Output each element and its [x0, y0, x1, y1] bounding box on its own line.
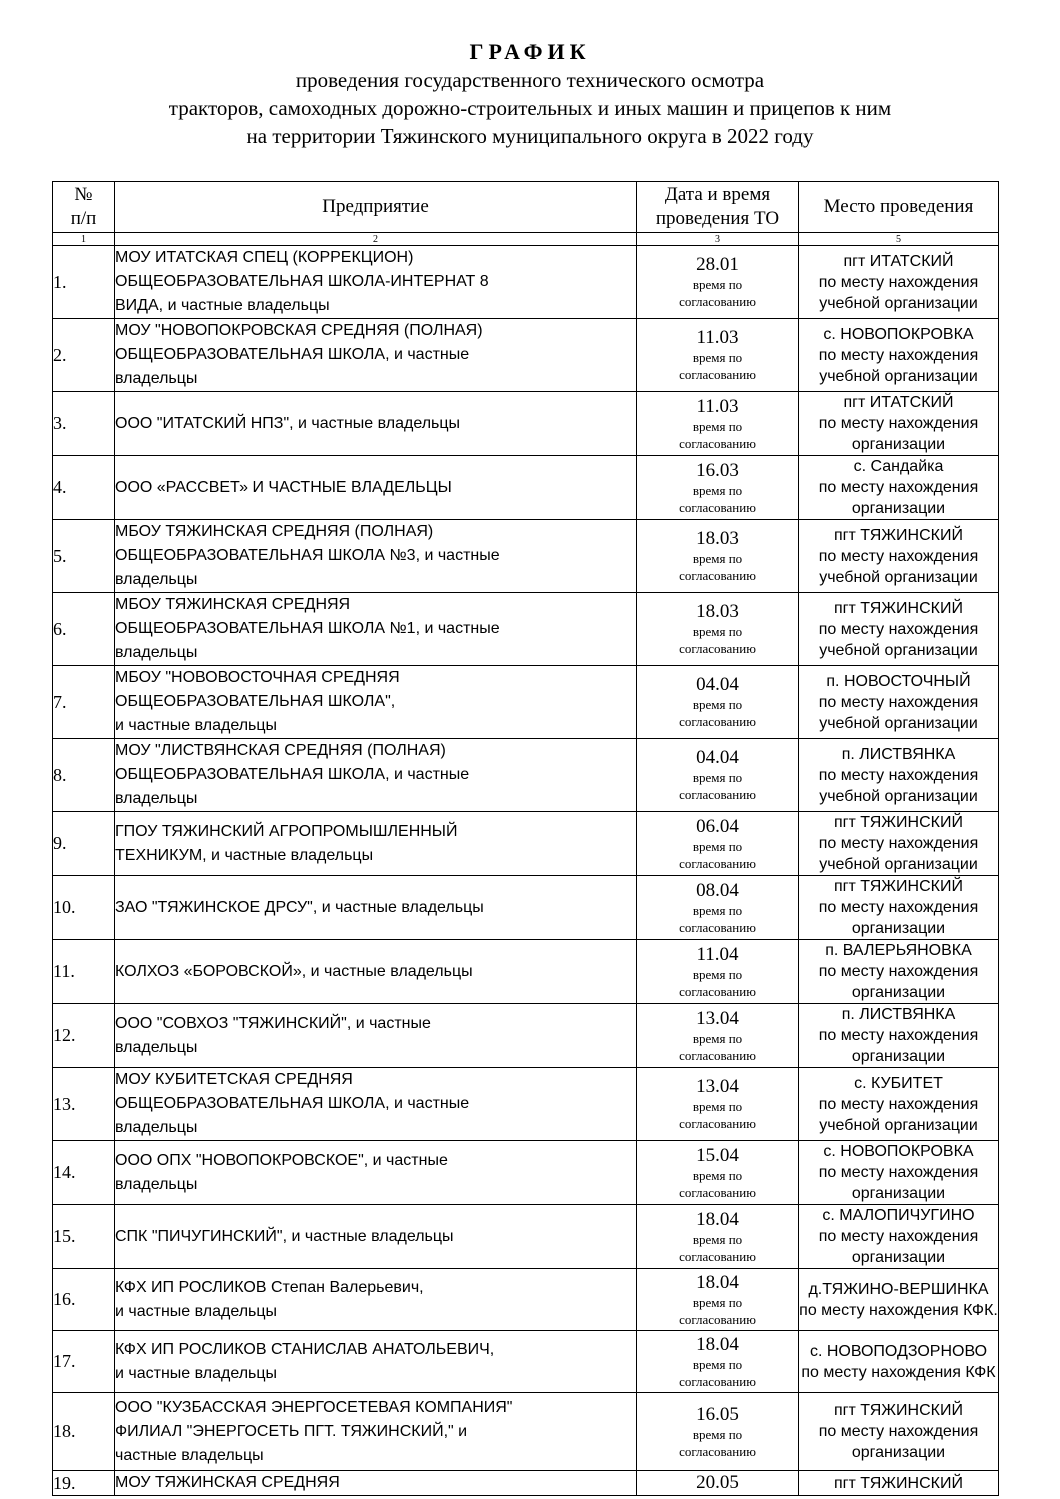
inspection-date: 18.04 — [696, 1208, 739, 1230]
enterprise-line: ОБЩЕОБРАЗОВАТЕЛЬНАЯ ШКОЛА, и частные — [115, 766, 470, 783]
table-row — [53, 876, 999, 940]
header-num — [53, 182, 115, 233]
place-line: организации — [851, 436, 946, 453]
inspection-date: 20.05 — [696, 1472, 739, 1493]
place-line: учебной организации — [819, 714, 978, 732]
row-number: 7. — [53, 666, 115, 739]
place-cell — [799, 1393, 999, 1471]
enterprise-line: ЗАО "ТЯЖИНСКОЕ ДРСУ", и частные владельцы — [115, 898, 484, 916]
enterprise-line: ООО ОПХ "НОВОПОКРОВСКОЕ", и частные — [115, 1151, 448, 1169]
inspection-date: 04.04 — [696, 747, 739, 768]
inspection-date: 16.03 — [696, 459, 739, 481]
enterprise-line: ОБЩЕОБРАЗОВАТЕЛЬНАЯ ШКОЛА, и частные — [115, 1095, 470, 1112]
enterprise-cell — [115, 319, 637, 392]
place-line: организации — [851, 1185, 946, 1202]
place-line: п. ВАЛЕРЬЯНОВКА — [825, 942, 972, 959]
place-line: по месту нахождения КФК — [801, 1363, 996, 1381]
enterprise-line: МБОУ ТЯЖИНСКАЯ СРЕДНЯЯ (ПОЛНАЯ) — [115, 523, 434, 540]
table-row — [53, 1393, 999, 1471]
row-number: 10. — [53, 876, 115, 940]
enterprise-cell — [115, 1471, 637, 1496]
row-number: 12. — [53, 1004, 115, 1068]
enterprise-cell — [115, 520, 637, 593]
inspection-date: 13.04 — [696, 1076, 739, 1097]
place-line: по месту нахождения — [818, 273, 979, 291]
enterprise-line: МБОУ "НОВОВОСТОЧНАЯ СРЕДНЯЯ — [115, 669, 400, 686]
row-number: 14. — [53, 1141, 115, 1205]
time-note: время по — [692, 1356, 743, 1372]
table-row — [53, 1205, 999, 1269]
enterprise-line: ОБЩЕОБРАЗОВАТЕЛЬНАЯ ШКОЛА №1, и частные — [115, 620, 500, 637]
time-note: время по — [692, 770, 743, 785]
enterprise-line: ОБЩЕОБРАЗОВАТЕЛЬНАЯ ШКОЛА №3, и частные — [115, 547, 500, 564]
place-line: по месту нахождения КФК. — [799, 1301, 998, 1319]
inspection-date: 08.04 — [696, 879, 739, 901]
enterprise-line: владельцы — [115, 571, 198, 588]
enterprise-cell — [115, 593, 637, 666]
place-line: с. МАЛОПИЧУГИНО — [822, 1207, 975, 1224]
time-note: согласованию — [679, 787, 756, 802]
place-line: пгт ТЯЖИНСКИЙ — [834, 526, 963, 544]
place-line: пгт ТЯЖИНСКИЙ — [834, 878, 963, 895]
place-line: пгт ТЯЖИНСКИЙ — [834, 599, 963, 617]
inspection-date: 11.03 — [696, 395, 739, 417]
enterprise-cell — [115, 246, 637, 319]
schedule-table — [52, 181, 999, 1496]
row-number: 16. — [53, 1269, 115, 1331]
place-cell — [799, 739, 999, 812]
enterprise-line: и частные владельцы — [115, 717, 278, 734]
place-cell — [799, 246, 999, 319]
header-num-line-2: п/п — [70, 208, 97, 229]
table-header-row — [53, 182, 999, 233]
time-note: согласованию — [679, 294, 756, 309]
place-line: учебной организации — [819, 294, 978, 312]
enterprise-cell — [115, 1205, 637, 1269]
enterprise-line: владельцы — [115, 644, 198, 661]
inspection-date: 15.04 — [696, 1144, 739, 1166]
table-row — [53, 456, 999, 520]
table-row — [53, 319, 999, 392]
enterprise-line: и частные владельцы — [115, 1364, 278, 1382]
enterprise-cell — [115, 1068, 637, 1141]
column-index-2: 2 — [115, 233, 637, 246]
row-number: 19. — [53, 1471, 115, 1496]
place-line: учебной организации — [819, 568, 978, 586]
enterprise-line: КФХ ИП РОСЛИКОВ СТАНИСЛАВ АНАТОЛЬЕВИЧ, — [115, 1340, 495, 1358]
inspection-date: 28.01 — [696, 254, 739, 275]
time-note: согласованию — [679, 1311, 756, 1327]
enterprise-line: ООО «РАССВЕТ» И ЧАСТНЫЕ ВЛАДЕЛЬЦЫ — [115, 478, 452, 496]
enterprise-line: ООО "КУЗБАССКАЯ ЭНЕРГОСЕТЕВАЯ КОМПАНИЯ" — [115, 1398, 513, 1416]
place-line: с. Сандайка — [853, 458, 944, 475]
time-note: согласованию — [679, 1443, 756, 1459]
date-cell — [637, 1269, 799, 1331]
place-line: с. КУБИТЕТ — [854, 1074, 943, 1092]
table-row — [53, 1331, 999, 1393]
date-cell — [637, 246, 799, 319]
place-cell — [799, 1205, 999, 1269]
place-line: пгт ТЯЖИНСКИЙ — [834, 1474, 963, 1492]
table-row — [53, 1004, 999, 1068]
table-row — [53, 666, 999, 739]
place-line: по месту нахождения — [818, 1164, 979, 1181]
inspection-date: 18.03 — [696, 528, 739, 549]
inspection-date: 04.04 — [696, 674, 739, 695]
place-cell — [799, 1331, 999, 1393]
enterprise-line: частные владельцы — [115, 1446, 264, 1464]
place-line: учебной организации — [819, 856, 978, 873]
place-line: п. ЛИСТВЯНКА — [841, 745, 956, 763]
enterprise-line: ООО "ИТАТСКИЙ НПЗ", и частные владельцы — [115, 414, 461, 432]
time-note: согласованию — [679, 1116, 756, 1131]
enterprise-line: СПК "ПИЧУГИНСКИЙ", и частные владельцы — [115, 1227, 454, 1245]
enterprise-cell — [115, 1393, 637, 1471]
row-number: 9. — [53, 812, 115, 876]
enterprise-cell — [115, 392, 637, 456]
row-number: 1. — [53, 246, 115, 319]
time-note: время по — [692, 902, 743, 918]
place-line: с. НОВОПОКРОВКА — [823, 1143, 974, 1160]
time-note: время по — [692, 1099, 743, 1114]
place-line: пгт ИТАТСКИЙ — [843, 252, 954, 270]
date-cell — [637, 812, 799, 876]
inspection-date: 18.03 — [696, 601, 739, 622]
enterprise-line: ОБЩЕОБРАЗОВАТЕЛЬНАЯ ШКОЛА, и частные — [115, 346, 470, 363]
place-line: учебной организации — [819, 787, 978, 805]
enterprise-line: МОУ ТЯЖИНСКАЯ СРЕДНЯЯ — [115, 1474, 340, 1491]
enterprise-cell — [115, 812, 637, 876]
inspection-date: 18.04 — [696, 1271, 739, 1293]
date-cell — [637, 456, 799, 520]
place-line: по месту нахождения — [818, 620, 979, 638]
place-line: по месту нахождения — [818, 1228, 979, 1245]
time-note: согласованию — [679, 499, 756, 515]
subtitle-line-3: на территории Тяжинского муниципального округа в 2022 году — [246, 124, 814, 148]
title-block — [0, 38, 1060, 150]
date-cell — [637, 1205, 799, 1269]
date-cell — [637, 940, 799, 1004]
date-cell — [637, 739, 799, 812]
place-line: организации — [851, 920, 946, 937]
time-note: согласованию — [679, 983, 756, 999]
enterprise-line: ФИЛИАЛ "ЭНЕРГОСЕТЬ ПГТ. ТЯЖИНСКИЙ," и — [115, 1422, 468, 1440]
place-line: пгт ТЯЖИНСКИЙ — [834, 814, 963, 831]
date-cell — [637, 876, 799, 940]
enterprise-line: ГПОУ ТЯЖИНСКИЙ АГРОПРОМЫШЛЕННЫЙ — [115, 822, 458, 840]
place-cell — [799, 876, 999, 940]
place-line: по месту нахождения — [818, 415, 979, 432]
enterprise-line: ОБЩЕОБРАЗОВАТЕЛЬНАЯ ШКОЛА-ИНТЕРНАТ 8 — [115, 273, 489, 290]
enterprise-line: ВИДА, и частные владельцы — [115, 297, 330, 314]
date-cell — [637, 392, 799, 456]
place-cell — [799, 520, 999, 593]
table-row — [53, 739, 999, 812]
table-row — [53, 593, 999, 666]
document-title: ГРАФИК — [469, 39, 591, 64]
place-line: по месту нахождения — [818, 693, 979, 711]
place-line: по месту нахождения — [818, 835, 979, 852]
row-number: 6. — [53, 593, 115, 666]
row-number: 18. — [53, 1393, 115, 1471]
column-index-4: 5 — [799, 233, 999, 246]
place-line: с. НОВОПОКРОВКА — [823, 325, 974, 343]
enterprise-line: КФХ ИП РОСЛИКОВ Степан Валерьевич, — [115, 1278, 424, 1296]
enterprise-line: и частные владельцы — [115, 1302, 278, 1320]
place-line: организации — [851, 500, 946, 517]
date-cell — [637, 593, 799, 666]
time-note: согласованию — [679, 714, 756, 729]
place-line: д.ТЯЖИНО-ВЕРШИНКА — [808, 1280, 989, 1298]
inspection-date: 06.04 — [696, 815, 739, 837]
place-cell — [799, 812, 999, 876]
table-body — [53, 246, 999, 1496]
time-note: время по — [692, 1426, 743, 1442]
enterprise-cell — [115, 456, 637, 520]
place-cell — [799, 666, 999, 739]
time-note: согласованию — [679, 641, 756, 656]
place-line: пгт ИТАТСКИЙ — [843, 394, 954, 411]
date-cell — [637, 666, 799, 739]
row-number: 5. — [53, 520, 115, 593]
enterprise-cell — [115, 1331, 637, 1393]
place-line: по месту нахождения — [818, 766, 979, 784]
time-note: согласованию — [679, 855, 756, 871]
place-line: организации — [851, 984, 946, 1001]
enterprise-line: ОБЩЕОБРАЗОВАТЕЛЬНАЯ ШКОЛА", — [115, 693, 396, 710]
time-note: время по — [692, 551, 743, 566]
time-note: согласованию — [679, 367, 756, 382]
time-note: время по — [692, 838, 743, 854]
date-cell — [637, 319, 799, 392]
place-line: по месту нахождения — [818, 1423, 979, 1440]
table-row — [53, 1471, 999, 1496]
time-note: время по — [692, 1167, 743, 1183]
enterprise-line: ТЕХНИКУМ, и частные владельцы — [115, 846, 374, 864]
place-cell — [799, 1269, 999, 1331]
enterprise-line: владельцы — [115, 1119, 198, 1136]
place-cell — [799, 1141, 999, 1205]
table-row — [53, 1141, 999, 1205]
time-note: согласованию — [679, 1184, 756, 1200]
row-number: 17. — [53, 1331, 115, 1393]
place-cell — [799, 456, 999, 520]
time-note: согласованию — [679, 1248, 756, 1264]
time-note: время по — [692, 482, 743, 498]
time-note: время по — [692, 697, 743, 712]
date-cell — [637, 1331, 799, 1393]
row-number: 11. — [53, 940, 115, 1004]
table-row — [53, 940, 999, 1004]
enterprise-cell — [115, 940, 637, 1004]
place-line: с. НОВОПОДЗОРНОВО — [809, 1342, 988, 1360]
header-date — [637, 182, 799, 233]
inspection-date: 18.04 — [696, 1333, 739, 1355]
place-cell — [799, 319, 999, 392]
column-index-3: 3 — [637, 233, 799, 246]
inspection-date: 11.04 — [696, 943, 739, 965]
row-number: 4. — [53, 456, 115, 520]
enterprise-line: владельцы — [115, 790, 198, 807]
header-place: Место проведения — [799, 182, 999, 233]
enterprise-line: КОЛХОЗ «БОРОВСКОЙ», и частные владельцы — [115, 962, 473, 980]
enterprise-line: владельцы — [115, 1038, 198, 1056]
place-line: организации — [851, 1444, 946, 1461]
place-line: по месту нахождения — [818, 479, 979, 496]
date-cell — [637, 1471, 799, 1496]
row-number: 13. — [53, 1068, 115, 1141]
place-line: учебной организации — [819, 641, 978, 659]
enterprise-cell — [115, 876, 637, 940]
enterprise-cell — [115, 1269, 637, 1331]
column-index-row — [53, 233, 999, 246]
table-row — [53, 1068, 999, 1141]
time-note: время по — [692, 277, 743, 292]
time-note: время по — [692, 966, 743, 982]
date-cell — [637, 1141, 799, 1205]
enterprise-line: МОУ "НОВОПОКРОВСКАЯ СРЕДНЯЯ (ПОЛНАЯ) — [115, 322, 483, 339]
date-cell — [637, 1004, 799, 1068]
place-line: по месту нахождения — [818, 899, 979, 916]
inspection-date: 13.04 — [696, 1007, 739, 1029]
table-row — [53, 392, 999, 456]
enterprise-line: владельцы — [115, 370, 198, 387]
row-number: 3. — [53, 392, 115, 456]
row-number: 15. — [53, 1205, 115, 1269]
table-row — [53, 812, 999, 876]
row-number: 8. — [53, 739, 115, 812]
enterprise-cell — [115, 1141, 637, 1205]
time-note: согласованию — [679, 1047, 756, 1063]
place-line: по месту нахождения — [818, 346, 979, 364]
place-line: по месту нахождения — [818, 963, 979, 980]
time-note: время по — [692, 1231, 743, 1247]
time-note: согласованию — [679, 919, 756, 935]
time-note: время по — [692, 624, 743, 639]
enterprise-line: МОУ КУБИТЕТСКАЯ СРЕДНЯЯ — [115, 1071, 353, 1088]
time-note: время по — [692, 1294, 743, 1310]
enterprise-line: МОУ ИТАТСКАЯ СПЕЦ (КОРРЕКЦИОН) — [115, 249, 414, 266]
date-cell — [637, 1068, 799, 1141]
header-date-line-1: Дата и время — [664, 184, 771, 205]
header-num-line-1: № — [74, 184, 93, 205]
place-line: пгт ТЯЖИНСКИЙ — [834, 1402, 963, 1419]
time-note: время по — [692, 350, 743, 365]
place-line: п. ЛИСТВЯНКА — [841, 1006, 956, 1023]
inspection-date: 16.05 — [696, 1403, 739, 1425]
place-cell — [799, 1068, 999, 1141]
header-enterprise: Предприятие — [115, 182, 637, 233]
place-line: организации — [851, 1249, 946, 1266]
table-row — [53, 1269, 999, 1331]
enterprise-line: МБОУ ТЯЖИНСКАЯ СРЕДНЯЯ — [115, 596, 351, 613]
place-line: учебной организации — [819, 367, 978, 385]
place-line: п. НОВОСТОЧНЫЙ — [826, 672, 971, 690]
place-cell — [799, 1004, 999, 1068]
place-line: по месту нахождения — [818, 1095, 979, 1113]
table-row — [53, 246, 999, 319]
enterprise-cell — [115, 666, 637, 739]
enterprise-line: ООО "СОВХОЗ "ТЯЖИНСКИЙ", и частные — [115, 1014, 431, 1032]
place-cell — [799, 392, 999, 456]
subtitle-line-2: тракторов, самоходных дорожно-строительных и иных машин и прицепов к ним — [168, 96, 892, 120]
place-cell — [799, 1471, 999, 1496]
place-line: по месту нахождения — [818, 1027, 979, 1044]
date-cell — [637, 1393, 799, 1471]
subtitle-line-1: проведения государственного технического осмотра — [295, 68, 765, 92]
place-line: организации — [851, 1048, 946, 1065]
enterprise-cell — [115, 1004, 637, 1068]
row-number: 2. — [53, 319, 115, 392]
time-note: время по — [692, 1030, 743, 1046]
inspection-date: 11.03 — [696, 327, 739, 348]
table-row — [53, 520, 999, 593]
enterprise-line: МОУ "ЛИСТВЯНСКАЯ СРЕДНЯЯ (ПОЛНАЯ) — [115, 742, 446, 759]
time-note: согласованию — [679, 568, 756, 583]
column-index-1: 1 — [53, 233, 115, 246]
place-line: учебной организации — [819, 1116, 978, 1134]
enterprise-line: владельцы — [115, 1175, 198, 1193]
place-cell — [799, 593, 999, 666]
date-cell — [637, 520, 799, 593]
enterprise-cell — [115, 739, 637, 812]
time-note: согласованию — [679, 1373, 756, 1389]
time-note: время по — [692, 418, 743, 434]
time-note: согласованию — [679, 435, 756, 451]
header-date-line-2: проведения ТО — [655, 208, 780, 229]
place-cell — [799, 940, 999, 1004]
place-line: по месту нахождения — [818, 547, 979, 565]
